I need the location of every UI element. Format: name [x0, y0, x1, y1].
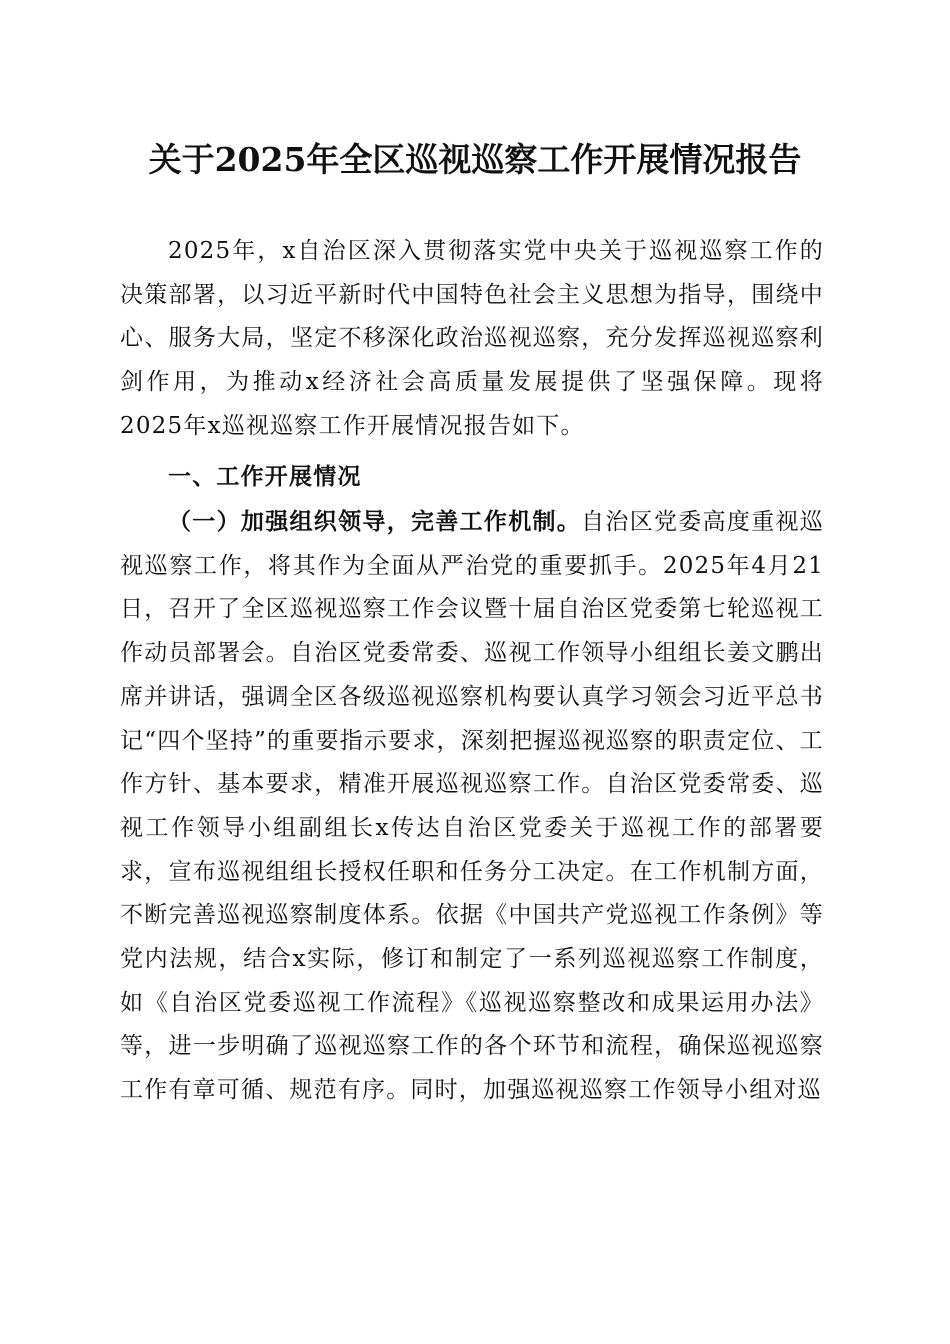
subsection-lead: （一）加强组织领导，完善工作机制。 — [168, 508, 582, 535]
document-title: 关于2025年全区巡视巡察工作开展情况报告 — [148, 140, 802, 179]
section-heading: 一、工作开展情况 — [168, 464, 362, 490]
subsection-body: 自治区党委高度重视巡视巡察工作，将其作为全面从严治党的重要抓手。2025年4月21日，召开了全区巡视巡察工作会议暨十届自治区党委第七轮巡视工作动员部署会。自治区党委常委、巡视工作领导小组组长姜文鹏出席并讲话，强调全区各级巡视巡察机构要认真学习领会习近平总书记“四个坚持”的重要指示要求，深刻把握巡视巡察的职责定位、工作方针、基本要求，精准开展巡视巡察工作。自治区党委常委、巡视工作领导小组副组长x传达自治区党委关于巡视工作的部署要求，宣布巡视组组长授权任职和任务分工决定。在工作机制方面，不断完善巡视巡察制度体系。依据《中国共产党巡视工作条例》等党内法规，结合x实际，修订和制定了一系列巡视巡察工作制度，如《自治区党委巡视工作流程》《巡视巡察整改和成果运用办法》等，进一步明确了巡视巡察工作的各个环节和流程，确保巡视巡察工作有章可循、规范有序。同时，加强巡视巡察工作领导小组对巡 — [120, 509, 825, 1104]
intro-paragraph: 2025年，x自治区深入贯彻落实党中央关于巡视巡察工作的决策部署，以习近平新时代中国特色社会主义思想为指导，围绕中心、服务大局，坚定不移深化政治巡视巡察，充分发挥巡视巡察利剑作用，为推动x经济社会高质量发展提供了坚强保障。现将2025年x巡视巡察工作开展情况报告如下。 — [120, 238, 824, 439]
subsection-paragraph — [120, 500, 824, 1113]
